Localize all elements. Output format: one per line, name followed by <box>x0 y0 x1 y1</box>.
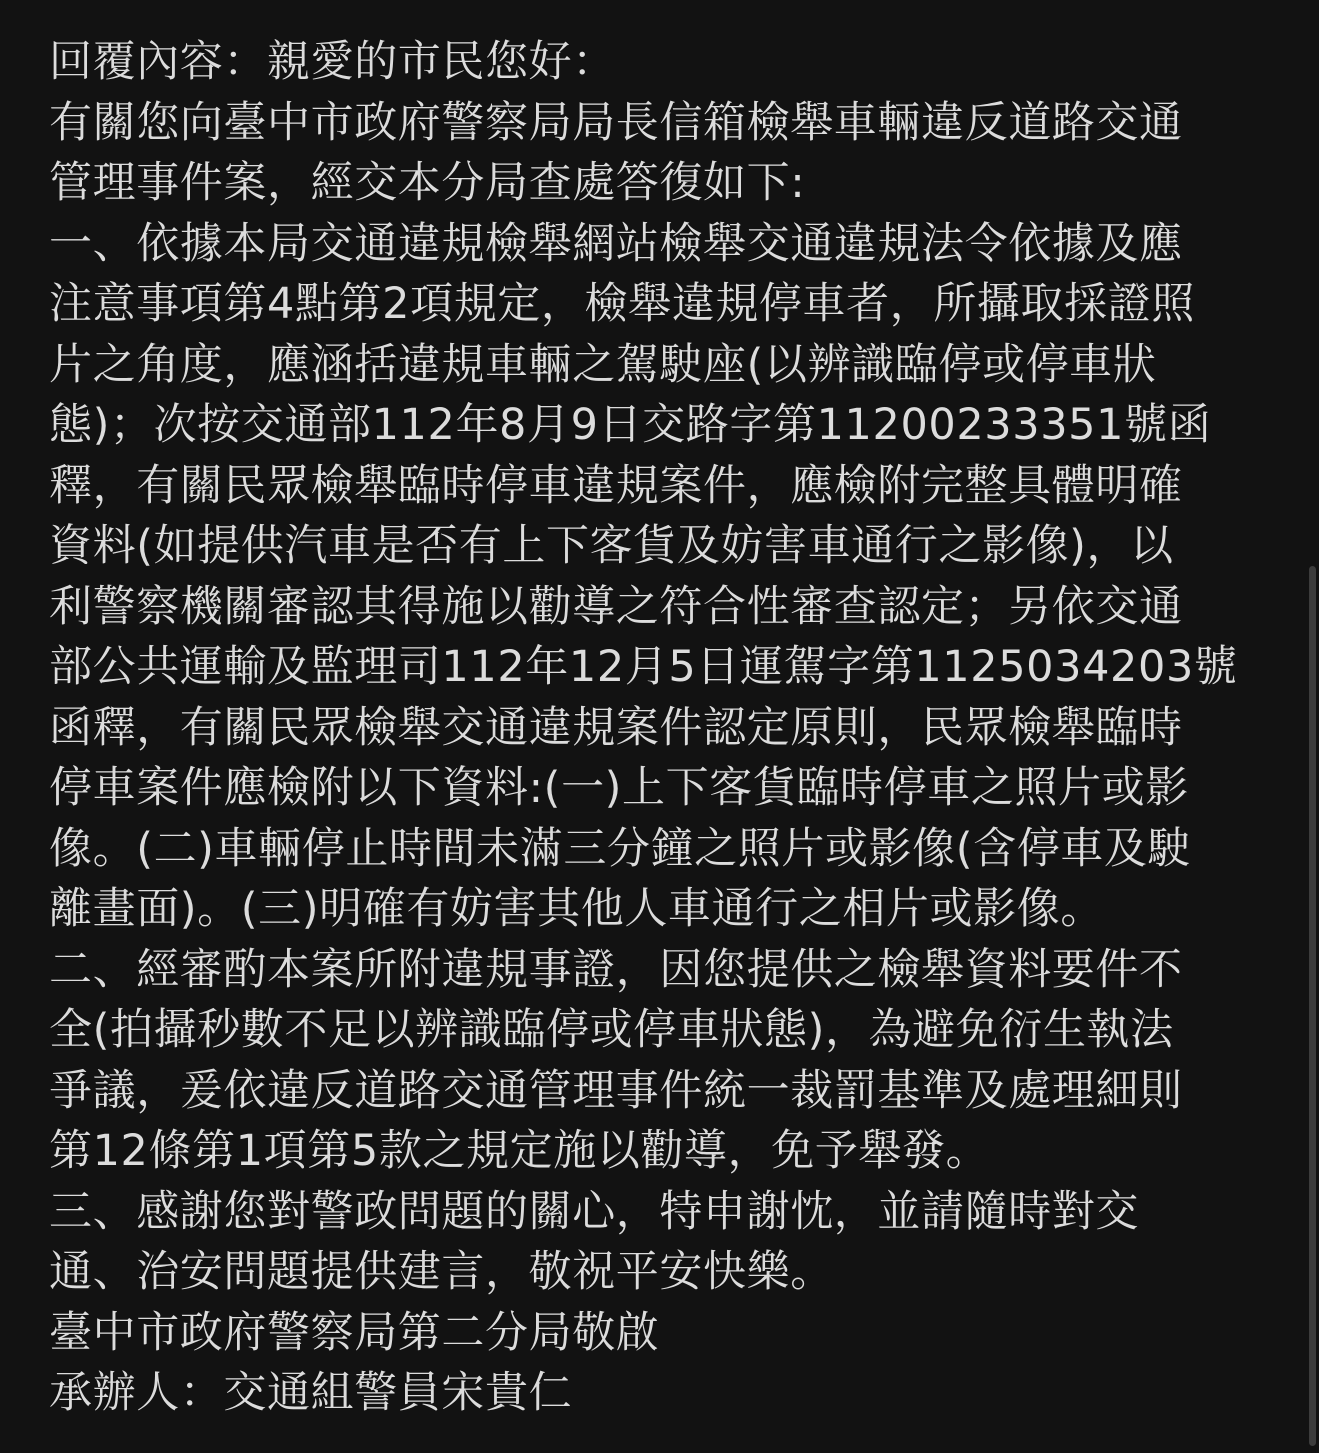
reply-line: 管理事件案，經交本分局查處答復如下: <box>49 158 806 208</box>
reply-line: 通、治安問題提供建言，敬祝平安快樂。 <box>49 1247 834 1297</box>
reply-line: 爭議，爰依違反道路交通管理事件統一裁罰基準及處理細則 <box>49 1065 1183 1116</box>
reply-line: 一、依據本局交通違規檢舉網站檢舉交通違規法令依據及應 <box>49 218 1183 269</box>
reply-line: 有關您向臺中市政府警察局局長信箱檢舉車輛違反道路交通 <box>49 97 1183 148</box>
reply-line: 態)；次按交通部112年8月9日交路字第11200233351號函 <box>49 400 1212 450</box>
reply-heading: 回覆內容：親愛的市民您好： <box>49 37 616 87</box>
reply-line: 資料(如提供汽車是否有上下客貨及妨害車通行之影像)，以 <box>49 521 1174 571</box>
reply-line: 全(拍攝秒數不足以辨識臨停或停車狀態)，為避免衍生執法 <box>49 1005 1174 1055</box>
reply-line: 第12條第1項第5款之規定施以勸導，免予舉發。 <box>49 1126 990 1176</box>
scrollbar-thumb[interactable] <box>1309 566 1316 1446</box>
reply-line: 像。(二)車輛停止時間未滿三分鐘之照片或影像(含停車及駛 <box>49 823 1192 874</box>
reply-text-block <box>49 32 1289 1424</box>
reply-line: 三、感謝您對警政問題的關心，特申謝忱，並請隨時對交 <box>49 1186 1139 1237</box>
reply-line: 利警察機關審認其得施以勸導之符合性審查認定；另依交通 <box>49 581 1183 632</box>
reply-signature: 臺中市政府警察局第二分局敬啟 <box>49 1307 660 1358</box>
reply-line: 函釋，有關民眾檢舉交通違規案件認定原則，民眾檢舉臨時 <box>49 702 1183 753</box>
reply-handler: 承辦人：交通組警員宋貴仁 <box>49 1368 573 1418</box>
reply-line: 釋，有關民眾檢舉臨時停車違規案件，應檢附完整具體明確 <box>49 460 1183 511</box>
reply-line: 二、經審酌本案所附違規事證，因您提供之檢舉資料要件不 <box>49 944 1183 995</box>
reply-line: 停車案件應檢附以下資料:(一)上下客貨臨時停車之照片或影 <box>49 763 1189 813</box>
vertical-scrollbar[interactable] <box>1305 0 1319 1453</box>
reply-line: 部公共運輸及監理司112年12月5日運駕字第1125034203號 <box>49 642 1238 692</box>
reply-line: 注意事項第4點第2項規定，檢舉違規停車者，所攝取採證照 <box>49 279 1195 329</box>
reply-line: 離畫面)。(三)明確有妨害其他人車通行之相片或影像。 <box>49 884 1104 934</box>
reply-line: 片之角度，應涵括違規車輛之駕駛座(以辨識臨停或停車狀 <box>49 339 1157 390</box>
